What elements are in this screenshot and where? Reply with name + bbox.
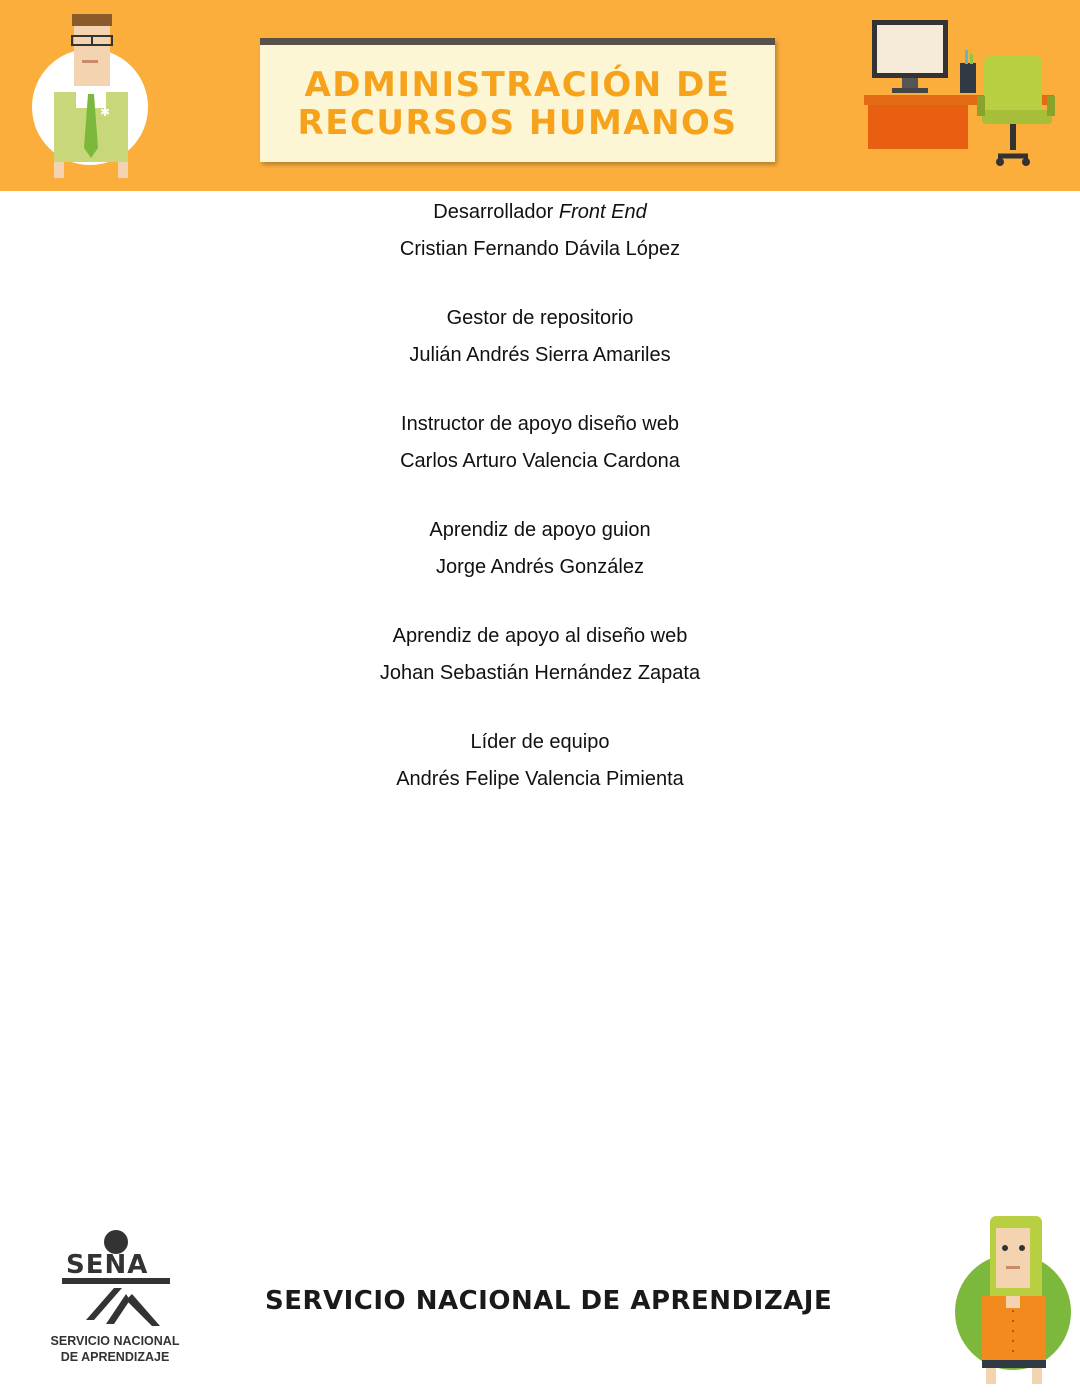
header-banner xyxy=(0,0,1080,191)
svg-text:✱: ✱ xyxy=(100,105,111,119)
credit-role: Desarrollador Front End xyxy=(433,201,647,223)
footer-title: SERVICIO NACIONAL DE APRENDIZAJE xyxy=(265,1286,833,1316)
sena-emblem-icon xyxy=(40,1228,190,1338)
title-line-2: RECURSOS HUMANOS xyxy=(297,102,738,143)
sena-logo-sub-1: SERVICIO NACIONAL xyxy=(50,1334,180,1348)
credit-role: Aprendiz de apoyo al diseño web xyxy=(392,625,688,647)
credit-role: Aprendiz de apoyo guion xyxy=(429,519,651,541)
credit-person: Julián Andrés Sierra Amariles xyxy=(409,344,671,366)
title-line-1: ADMINISTRACIÓN DE xyxy=(304,64,731,105)
credit-role-italic: Front End xyxy=(558,201,647,223)
credits-list xyxy=(0,194,1080,830)
credit-entry xyxy=(0,724,1080,798)
man-illustration xyxy=(30,10,155,182)
credit-role: Líder de equipo xyxy=(470,731,610,753)
sena-logo-word: SENA xyxy=(66,1250,149,1280)
credit-role: Gestor de repositorio xyxy=(446,307,634,329)
desk-illustration xyxy=(862,18,1062,173)
credit-person: Cristian Fernando Dávila López xyxy=(399,238,681,260)
sena-logo xyxy=(40,1228,190,1368)
title-box xyxy=(260,38,775,162)
credit-entry xyxy=(0,406,1080,480)
credit-entry xyxy=(0,300,1080,374)
woman-illustration xyxy=(950,1214,1075,1386)
credit-person: Johan Sebastián Hernández Zapata xyxy=(379,662,701,684)
sena-logo-sub-2: DE APRENDIZAJE xyxy=(60,1350,170,1364)
credit-person: Carlos Arturo Valencia Cardona xyxy=(400,450,680,472)
credit-entry xyxy=(0,618,1080,692)
credit-role: Instructor de apoyo diseño web xyxy=(401,413,679,435)
credit-entry xyxy=(0,194,1080,268)
credit-person: Andrés Felipe Valencia Pimienta xyxy=(396,768,684,790)
credit-person: Jorge Andrés González xyxy=(436,556,644,578)
credit-entry xyxy=(0,512,1080,586)
